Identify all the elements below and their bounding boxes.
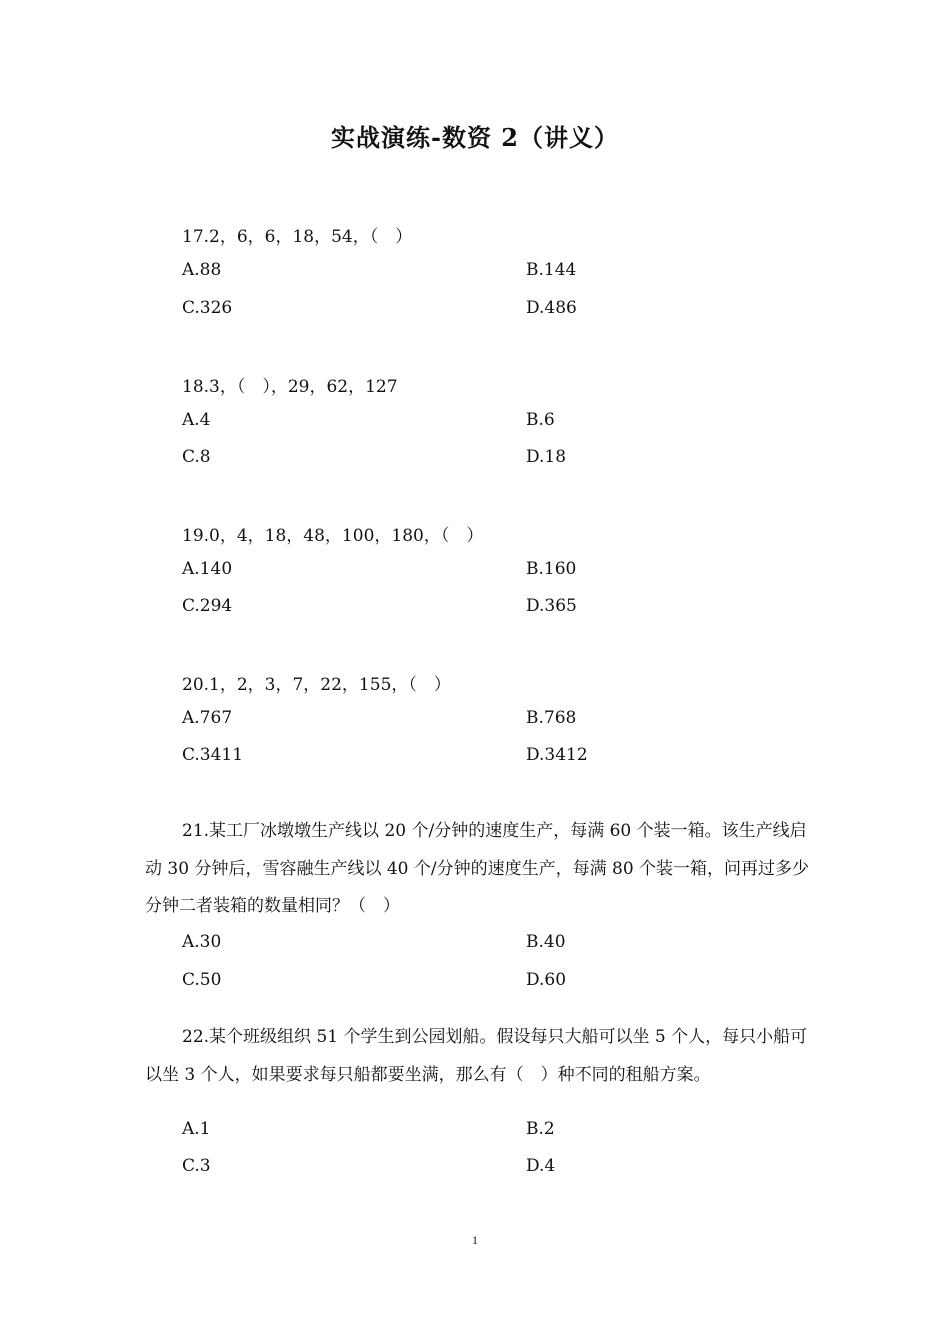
document-title: 实战演练-数资 2（讲义） xyxy=(330,123,619,152)
question-stem: 22.某个班级组织 51 个学生到公园划船。假设每只大船可以坐 5 个人，每只小船可以坐 3 个人，如果要求每只船都要坐满，那么有（ ）种不同的租船方案。 xyxy=(145,1027,808,1085)
option-c: C.326 xyxy=(182,298,233,318)
option-b: B.2 xyxy=(526,1119,555,1139)
question-stem: 18.3，（ ），29，62，127 xyxy=(182,377,398,397)
option-b: B.40 xyxy=(526,932,566,952)
option-c: C.50 xyxy=(182,970,222,990)
option-b: B.160 xyxy=(526,559,577,579)
option-d: D.3412 xyxy=(526,745,588,765)
option-b: B.144 xyxy=(526,260,577,280)
page-number: 1 xyxy=(472,1233,478,1247)
option-d: D.4 xyxy=(526,1156,556,1176)
option-d: D.486 xyxy=(526,298,577,318)
question-stem: 21.某工厂冰墩墩生产线以 20 个/分钟的速度生产，每满 60 个装一箱。该生产线启动 30 分钟后，雪容融生产线以 40 个/分钟的速度生产，每满 80 个装一箱，问再过多少分钟二者装箱的数量相同？（ ） xyxy=(145,821,810,916)
question-stem: 20.1，2，3，7，22，155，（ ） xyxy=(182,675,451,695)
option-a: A.140 xyxy=(182,559,233,579)
option-a: A.88 xyxy=(182,260,222,280)
option-c: C.8 xyxy=(182,447,211,467)
option-a: A.30 xyxy=(182,932,222,952)
option-d: D.18 xyxy=(526,447,567,467)
option-c: C.3 xyxy=(182,1156,211,1176)
option-a: A.1 xyxy=(182,1119,211,1139)
option-a: A.767 xyxy=(182,708,233,728)
option-c: C.3411 xyxy=(182,745,244,765)
question-stem-paragraph xyxy=(145,813,810,926)
option-c: C.294 xyxy=(182,596,233,616)
option-d: D.365 xyxy=(526,596,577,616)
option-b: B.6 xyxy=(526,410,555,430)
question-stem: 17.2，6，6，18，54，（ ） xyxy=(182,227,413,247)
option-d: D.60 xyxy=(526,970,567,990)
option-a: A.4 xyxy=(182,410,211,430)
question-stem-paragraph xyxy=(145,1019,810,1094)
option-b: B.768 xyxy=(526,708,577,728)
question-stem: 19.0，4，18，48，100，180，（ ） xyxy=(182,526,484,546)
